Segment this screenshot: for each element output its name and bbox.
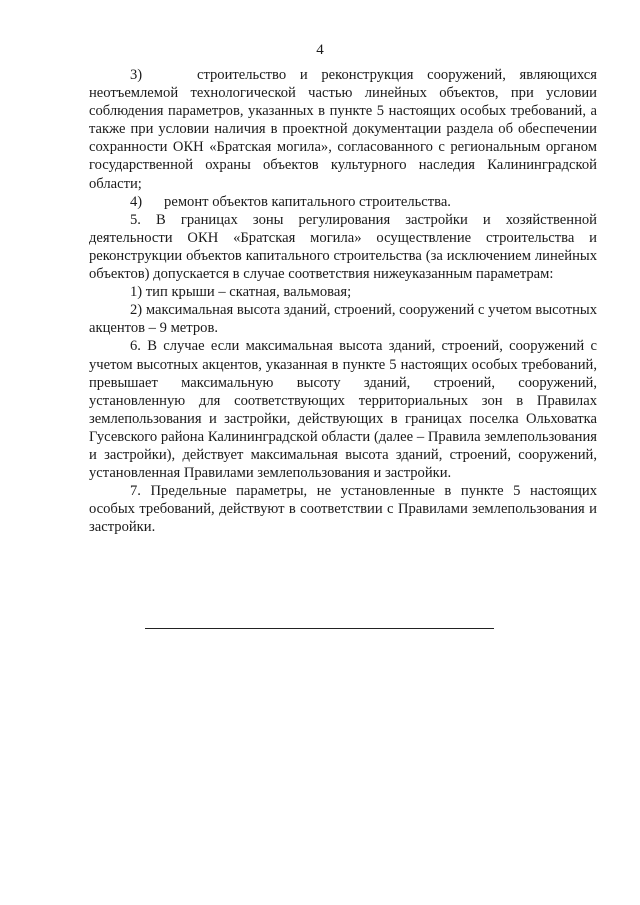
paragraph-item-3: 3) строительство и реконструкция сооружений, являющихся неотъемлемой технологической частью линейных объектов, при условии соблюдения параметров, указанных в пункте 5 настоящих особых требований, а также при условии наличия в проектной документации раздела об обеспечении сохранности ОКН «Братская могила», согласованного с региональным органом государственной охраны объектов культурного наследия Калининградской области; (89, 67, 597, 192)
paragraph-5: 5. В границах зоны регулирования застройки и хозяйственной деятельности ОКН «Братская могила» осуществление строительства и реконструкции объектов капитального строительства (за исключением линейных объектов) допускается в случае соответствия нижеуказанным параметрам: (89, 211, 597, 283)
end-of-document-divider (145, 628, 494, 629)
paragraph-6: 6. В случае если максимальная высота зданий, строений, сооружений с учетом высотных акцентов, указанная в пункте 5 настоящих особых требований, превышает максимальную высоту зданий, строений, сооружений, установленную для соответствующих территориальных зон в Правилах землепользования и застройки, действующих в границах поселка Ольховатка Гусевского района Калининградской области (далее – Правила землепользования и застройки), действует максимальная высота зданий, строений, сооружений, установленная Правилами землепользования и застройки. (89, 338, 597, 482)
page-number: 4 (316, 42, 324, 58)
document-body (89, 66, 597, 536)
paragraph-5-param-1: 1) тип крыши – скатная, вальмовая; (130, 284, 352, 301)
paragraph-7: 7. Предельные параметры, не установленные в пункте 5 настоящих особых требований, действуют в соответствии с Правилами землепользования и застройки. (89, 483, 597, 536)
paragraph-item-4: 4) ремонт объектов капитального строительства. (130, 193, 451, 210)
paragraph-5-param-2: 2) максимальная высота зданий, строений, сооружений с учетом высотных акцентов – 9 метров. (89, 302, 597, 337)
